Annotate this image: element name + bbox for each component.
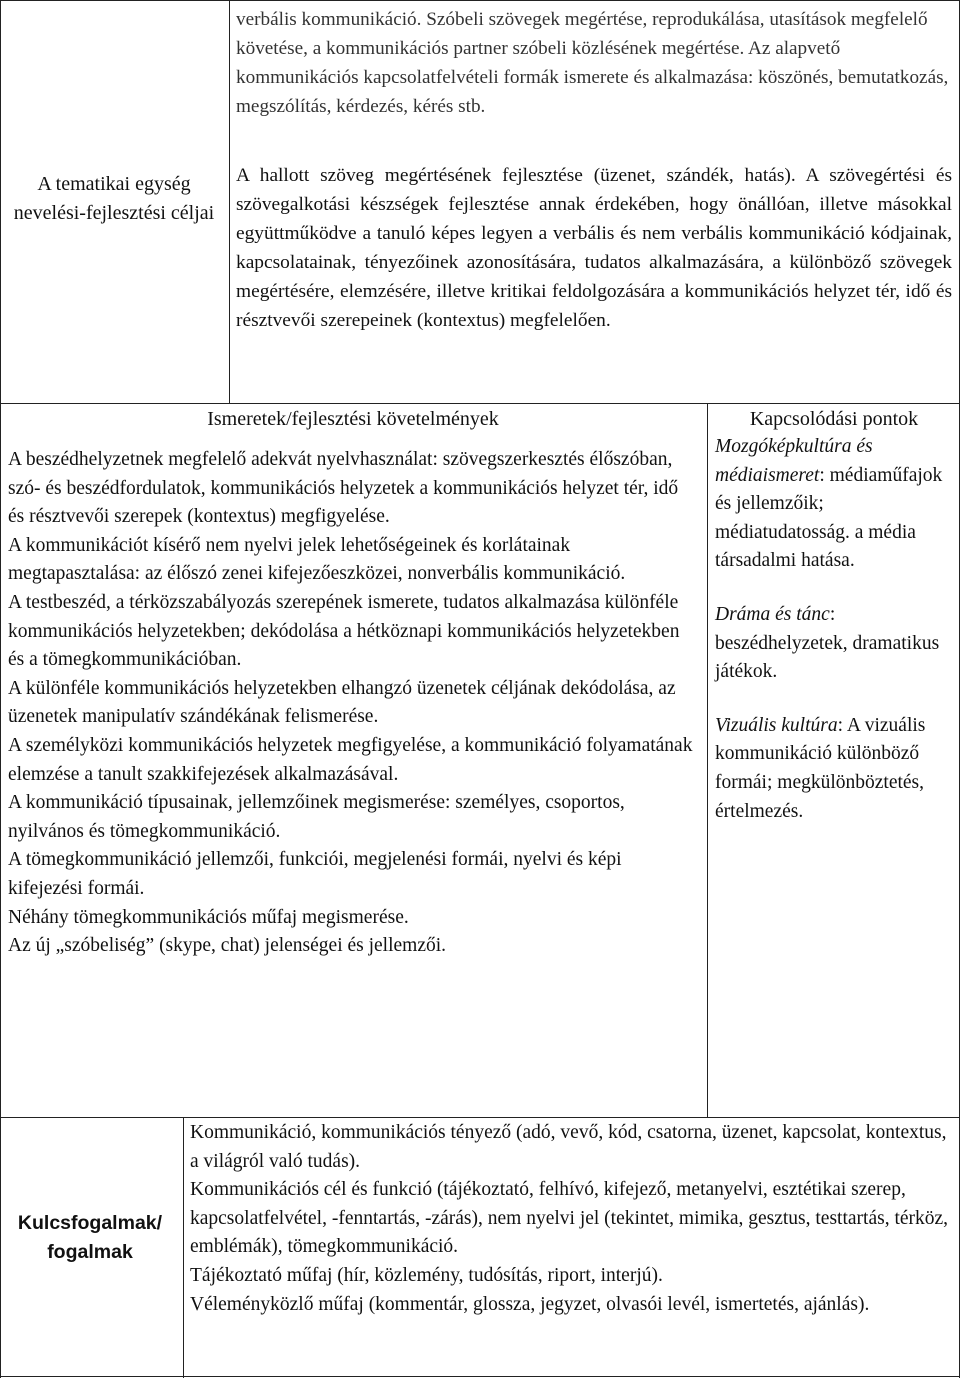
connection-text: médiaműfajok és jellemzőik; médiatudatosság. a média társadalmi hatása. — [715, 464, 943, 572]
goals-divider — [229, 0, 230, 403]
connection-visual — [715, 712, 955, 826]
requirements-list — [8, 446, 698, 961]
key-concepts-list — [190, 1119, 950, 1319]
table-border-left-upper — [0, 0, 1, 1117]
key-divider — [183, 1117, 184, 1378]
connection-subject: Vizuális kultúra — [715, 714, 838, 736]
table-border-top — [0, 0, 960, 1]
key-concept-paragraph: Kommunikáció, kommunikációs tényező (adó, vevő, kód, csatorna, üzenet, kapcsolat, kontextus, a világról való tudás). — [190, 1122, 947, 1172]
table-border-bottom — [0, 1376, 960, 1377]
connection-text: A vizuális kommunikáció különböző formái; megkülönböztetés, értelmezés. — [715, 714, 926, 822]
connection-subject: Dráma és tánc — [715, 603, 830, 625]
connection-text: beszédhelyzetek, dramatikus játékok. — [715, 632, 940, 683]
requirement-paragraph: A különféle kommunikációs helyzetekben elhangzó üzenetek céljának dekódolása, az üzenetek manipulatív szándékának felismerése. — [8, 677, 676, 728]
connection-drama — [715, 601, 955, 687]
connection-media — [715, 433, 955, 576]
requirement-paragraph: A testbeszéd, a térközszabályozás szerepének ismerete, tudatos alkalmazása különféle kommunikációs helyzetekben; dekódolása a hétköznapi kommunikációs helyzetekben és a tömegkommunikációban. — [8, 591, 680, 671]
key-concept-paragraph: Tájékoztató műfaj (hír, közlemény, tudósítás, riport, interjú). — [190, 1264, 663, 1286]
requirements-header: Ismeretek/fejlesztési követelmények — [207, 408, 499, 430]
connection-separator: : — [829, 603, 836, 625]
requirement-paragraph: A személyközi kommunikációs helyzetek megfigyelése, a kommunikáció folyamatának elemzése a tanult szakkifejezések alkalmazásával. — [8, 734, 693, 785]
requirement-paragraph: A kommunikációt kísérő nem nyelvi jelek lehetőségeinek és korlátainak megtapasztalása: az élőszó zenei kifejezőeszközei, nonverbális kommunikáció. — [8, 534, 626, 585]
connections-header: Kapcsolódási pontok — [749, 408, 919, 430]
key-concept-paragraph: Kommunikációs cél és funkció (tájékoztató, felhívó, kifejező, metanyelvi, esztétikai szerep, kapcsolatfelvétel, -fenntartás, -zárás), nem nyelvi jel (tekintet, mimika, gesztus, testtartás, térköz, emblémák), tömegkommunikáció. — [190, 1179, 949, 1258]
key-concepts-label — [0, 1209, 180, 1267]
requirement-paragraph: Az új „szóbeliség” (skype, chat) jelenségei és jellemzői. — [8, 935, 447, 957]
requirement-paragraph: A beszédhelyzetnek megfelelő adekvát nyelvhasználat: szövegszerkesztés élőszóban, szó- és beszédfordulatok, kommunikációs helyzetek a kommunikációs helyzet tér, idő és résztvevői szerepek (kontextus) megfigyelése. — [8, 449, 679, 528]
requirement-paragraph: A tömegkommunikáció jellemzői, funkciói, megjelenési formái, nyelvi és képi kifejezési formái. — [8, 849, 622, 899]
connection-separator: : — [837, 714, 844, 736]
connection-separator: : — [819, 464, 825, 486]
connections-list — [715, 433, 955, 851]
key-concepts-label-line2: fogalmak — [47, 1241, 133, 1263]
goals-label: A tematikai egység nevelési-fejlesztési céljai — [13, 173, 215, 224]
key-concepts-label-line1: Kulcsfogalmak/ — [17, 1212, 163, 1234]
requirement-paragraph: A kommunikáció típusainak, jellemzőinek megismerése: személyes, csoportos, nyilvános és tömegkommunikáció. — [8, 792, 625, 842]
requirements-divider — [707, 403, 708, 1117]
requirements-bottom-rule — [0, 1117, 960, 1118]
connection-subject: Mozgóképkultúra és médiaismeret — [715, 436, 873, 486]
key-concept-paragraph: Véleményközlő műfaj (kommentár, glossza, jegyzet, olvasói levél, ismertetés, ajánlás). — [190, 1293, 870, 1315]
requirement-paragraph: Néhány tömegkommunikációs műfaj megismerése. — [8, 906, 409, 928]
goals-intro-text: verbális kommunikáció. Szóbeli szövegek megértése, reprodukálása, utasítások megfelelő követése, a kommunikációs partner szóbeli közlésének megértése. Az alapvető kommunikációs kapcsolatfelvételi formák ismerete és alkalmazása: köszönés, bemutatkozás, megszólítás, kérdezés, kérés stb. — [236, 9, 949, 117]
goals-main-text: A hallott szöveg megértésének fejlesztése (üzenet, szándék, hatás). A szövegértési és szövegalkotási készségek fejlesztése annak érdekében, hogy önállóan, illetve másokkal együttműködve a tanuló képes legyen a verbális és nem verbális kommunikáció kódjainak, kapcsolatainak, tényezőinek azonosítására, tudatos alkalmazására, a különböző szövegek megértésére, elemzésére, illetve kritikai feldolgozására a kommunikációs helyzet tér, idő és résztvevői szerepeinek (kontextus) megfelelően. — [236, 165, 952, 331]
